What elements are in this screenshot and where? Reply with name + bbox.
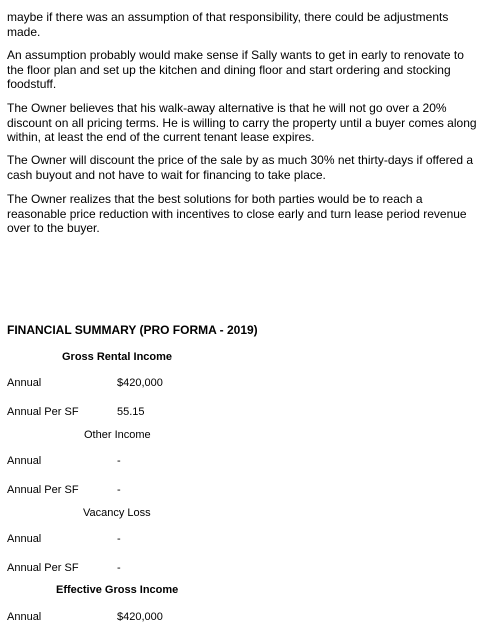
financial-summary-title: FINANCIAL SUMMARY (PRO FORMA - 2019): [7, 323, 258, 337]
paragraph-assumption: An assumption probably would make sense if Sally wants to get in early to renovate to the floor plan and set up the kitchen and dining floor and start ordering and stocking foodstuff.: [7, 48, 464, 91]
section-effective-gross-income: Effective Gross Income: [56, 584, 179, 596]
row-value: 55.15: [117, 406, 145, 418]
row-label: Annual Per SF: [7, 406, 79, 418]
section-vacancy-loss: Vacancy Loss: [83, 507, 151, 519]
row-value: -: [117, 455, 121, 467]
paragraph-continuation: maybe if there was an assumption of that responsibility, there could be adjustments made.: [7, 10, 449, 39]
section-gross-rental-income: Gross Rental Income: [62, 351, 173, 363]
row-value: -: [117, 533, 121, 545]
row-label: Annual: [7, 611, 42, 623]
section-other-income: Other Income: [84, 429, 151, 441]
row-label: Annual Per SF: [7, 484, 79, 496]
paragraph-walk-away: The Owner believes that his walk-away alternative is that he will not go over a 20% discount on all pricing terms. He is willing to carry the property until a buyer comes along within, at least the end of the current tenant lease expires.: [7, 101, 477, 144]
paragraph-best-solution: The Owner realizes that the best solutions for both parties would be to reach a reasonable price reduction with incentives to close early and turn lease period revenue over to the buyer.: [7, 192, 467, 235]
row-label: Annual: [7, 377, 42, 389]
row-label: Annual: [7, 533, 42, 545]
row-label: Annual: [7, 455, 42, 467]
row-value: $420,000: [117, 377, 163, 389]
paragraph-cash-discount: The Owner will discount the price of the sale by as much 30% net thirty-days if offered a cash buyout and not have to wait for financing to take place.: [7, 153, 474, 182]
row-label: Annual Per SF: [7, 562, 79, 574]
row-value: -: [117, 484, 121, 496]
row-value: -: [117, 562, 121, 574]
row-value: $420,000: [117, 611, 163, 623]
